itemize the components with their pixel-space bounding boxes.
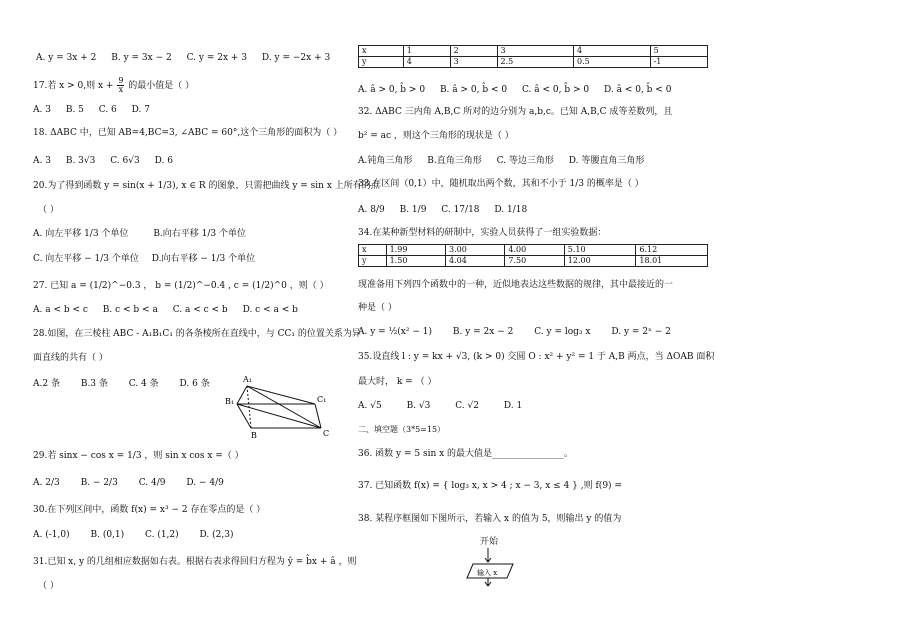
prism-label-b: B (251, 431, 257, 440)
section-title-fill-in: 二、填空题（3*5=15） (358, 425, 446, 434)
flow-input-label: 输入 x (477, 569, 498, 577)
q16-options (36, 52, 342, 64)
xy-table-2 (358, 244, 708, 267)
q33-stem: 33.在区间（0,1）中，随机取出两个数，其和不小于 1/3 的概率是（ ） (358, 179, 644, 189)
q27-stem: 27. 已知 a = (1/2)^−0.3 ， b = (1/2)^−0.4 , c = (1/2)^0 ，则（ ） (33, 281, 329, 291)
q17-stem: 17.若 x > 0,则 x + $\frac{9}{x}$ 的最小值是（ ） (33, 76, 195, 94)
q20-paren: （ ） (38, 205, 59, 215)
table-row: y 4 3 2.5 0.5 -1 (359, 57, 708, 68)
prism-label-c: C (323, 429, 330, 438)
q34-text-1: 现准备用下列四个函数中的一种，近似地表达这些数据的规律，其中最接近的一 (358, 280, 674, 290)
q16-option-a: A. y = 3x + 2 (36, 53, 97, 63)
q18-options: A. 3 B. 3√3 C. 6√3 D. 6 (33, 156, 173, 166)
prism-label-a1: A₁ (243, 375, 252, 384)
q20-stem: 20.为了得到函数 y = sin(x + 1/3), x ∈ R 的图象，只需把曲线 y = sin x 上所有的点 (33, 181, 380, 191)
q20-options-row2: C. 向左平移 − 1/3 个单位 D.向右平移 − 1/3 个单位 (33, 254, 256, 264)
q16-option-d: D. y = −2x + 3 (261, 53, 331, 63)
q36: 36. 函数 y = 5 sin x 的最大值是________________。 (358, 449, 574, 459)
q30-stem: 30.在下列区间中，函数 f(x) = x³ − 2 存在零点的是（ ） (33, 505, 266, 515)
q28-options: A.2 条 B.3 条 C. 4 条 D. 6 条 (33, 379, 210, 389)
q38: 38. 某程序框图如下图所示，若输入 x 的值为 5，则输出 y 的值为 (358, 514, 622, 524)
q35-options: A. √5 B. √3 C. √2 D. 1 (358, 401, 523, 411)
q32-stem-1: 32. ΔABC 三内角 A,B,C 所对的边分别为 a,b,c。已知 A,B,C 成等差数列，且 (358, 107, 673, 117)
table-row: x 1 2 3 4 5 (359, 46, 708, 57)
q29-options: A. 2/3 B. − 2/3 C. 4/9 D. − 4/9 (33, 478, 224, 488)
prism-figure (223, 372, 353, 442)
q34-text-2: 种是（ ） (358, 303, 397, 313)
q28-stem-2: 面直线的共有（ ） (33, 353, 108, 363)
q31-stem: 31.已知 x, y 的几组相应数据如右表。根据右表求得回归方程为 ŷ = b̂x + â ，则 (33, 557, 357, 567)
table-row: y 1.50 4.04 7.50 12.00 18.01 (359, 256, 708, 267)
table-row: x 1.99 3.00 4.00 5.10 6.12 (359, 245, 708, 256)
q27-options: A. a < b < c B. c < b < a C. a < c < b D. c < a < b (33, 305, 298, 315)
q35-stem-2: 最大时， k = （ ） (358, 377, 437, 387)
q16-option-b: B. y = 3x − 2 (111, 53, 172, 63)
q16-option-c: C. y = 2x + 3 (186, 53, 248, 63)
q17-options: A. 3 B. 5 C. 6 D. 7 (33, 105, 150, 115)
q33-options: A. 8/9 B. 1/9 C. 17/18 D. 1/18 (358, 205, 528, 215)
q34-stem: 34.在某种新型材料的研制中，实验人员获得了一组实验数据： (358, 228, 607, 238)
q30-options: A. (-1,0) B. (0,1) C. (1,2) D. (2,3) (33, 530, 234, 540)
q17-fraction: $\frac{9}{x}$ (118, 76, 124, 94)
q32-options: A.钝角三角形 B.直角三角形 C. 等边三角形 D. 等腰直角三角形 (358, 156, 645, 166)
xy-table-1 (358, 45, 708, 68)
flowchart (463, 548, 523, 588)
prism-label-c1: C₁ (317, 395, 327, 404)
prism-label-b1: B₁ (225, 397, 235, 406)
q34-options: A. y = ½(x² − 1) B. y = 2x − 2 C. y = log₃ x D. y = 2ˣ − 2 (358, 327, 671, 337)
q35-stem-1: 35.设直线 l : y = kx + √3, (k > 0) 交圆 O : x² + y² = 1 于 A,B 两点，当 ΔOAB 面积 (358, 352, 715, 362)
q20-options-row1: A. 向左平移 1/3 个单位 B.向右平移 1/3 个单位 (33, 229, 246, 239)
q31-paren: （ ） (38, 581, 59, 591)
q28-stem-1: 28.如图，在三棱柱 ABC - A₁B₁C₁ 的各条棱所在直线中，与 CC₁ 的位置关系为异 (33, 329, 361, 339)
q18-stem: 18. ΔABC 中，已知 AB=4,BC=3, ∠ABC = 60°,这个三角形的面积为（ ） (33, 128, 343, 138)
q29-stem: 29.若 sinx − cos x = 1/3 ，则 sin x cos x =（ ） (33, 451, 244, 461)
q37: 37. 已知函数 f(x) = { log₃ x, x > 4 ; x − 3, x ≤ 4 } ,则 f(9) = (358, 481, 622, 491)
flow-start-label: 开始 (480, 537, 499, 547)
q32-stem-2: b² = ac ，则这个三角形的现状是（ ） (358, 131, 514, 141)
q31-options: A. â > 0, b̂ > 0 B. â > 0, b̂ < 0 C. â < 0, b̂ > 0 D. â < 0, b̂ < 0 (358, 85, 672, 95)
